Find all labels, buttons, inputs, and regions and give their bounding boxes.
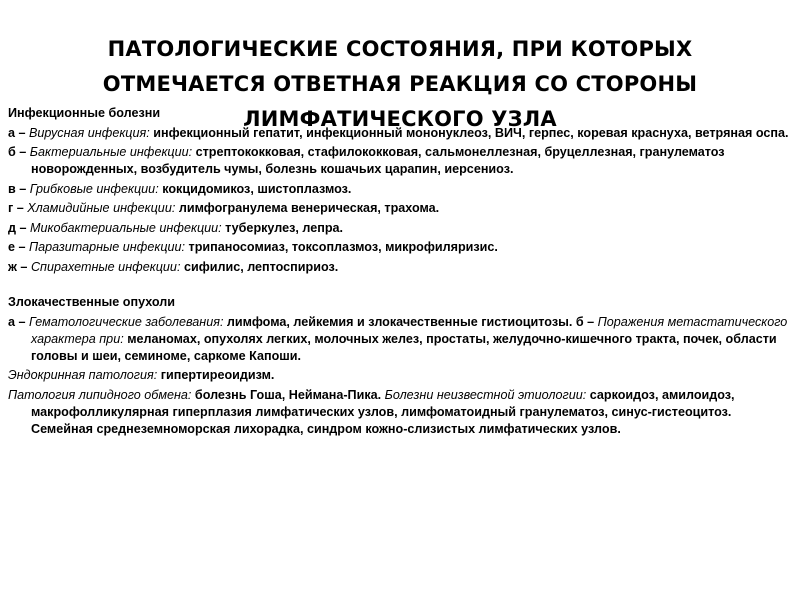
- item-prefix: д –: [8, 220, 30, 235]
- slide-title: [40, 32, 760, 137]
- item-label: Вирусная инфекция:: [29, 125, 150, 140]
- item-label: Гематологические заболевания:: [29, 314, 224, 329]
- item-text-secondary: меланомах, опухолях легких, молочных желез, простаты, желудочно-кишечного тракта, почек, области головы и шеи, семиноме, саркоме Капоши.: [31, 331, 777, 363]
- section-gap: [8, 278, 793, 294]
- item-text: туберкулез, лепра.: [221, 220, 344, 235]
- item-label: Микобактериальные инфекции:: [30, 220, 222, 235]
- item-label: Бактериальные инфекции:: [29, 145, 193, 159]
- title-line-1: ПАТОЛОГИЧЕСКИЕ СОСТОЯНИЯ, ПРИ КОТОРЫХ: [107, 37, 693, 61]
- item-text: лимфогранулема венерическая, трахома.: [175, 201, 440, 215]
- slide-body: [8, 105, 793, 440]
- item-label: Хламидийные инфекции:: [27, 201, 176, 215]
- list-item-fungal: [8, 181, 793, 198]
- item-text: инфекционный гепатит, инфекционный мононуклеоз, ВИЧ, герпес, коревая краснуха, ветряная оспа.: [149, 125, 789, 140]
- item-label: Паразитарные инфекции:: [29, 240, 186, 254]
- item-prefix: а –: [8, 125, 30, 140]
- list-item-spirochetal: [8, 259, 793, 276]
- item-text: болезнь Гоша, Неймана-Пика.: [191, 387, 385, 402]
- item-text: лимфома, лейкемия и злокачественные гистиоцитозы. б –: [223, 314, 598, 329]
- item-prefix: б –: [8, 145, 30, 159]
- item-label: Эндокринная патология:: [8, 368, 158, 382]
- list-item-parasitic: [8, 239, 793, 256]
- item-text: кокцидомикоз, шистоплазмоз.: [158, 181, 352, 196]
- title-line-3: ЛИМФАТИЧЕСКОГО УЗЛА: [243, 107, 557, 131]
- item-prefix: в –: [8, 181, 30, 196]
- section-infections-heading: Инфекционные болезни: [8, 106, 161, 120]
- item-label: Спирахетные инфекции:: [30, 259, 181, 274]
- item-prefix: г –: [8, 201, 28, 215]
- item-label: Патология липидного обмена:: [8, 387, 192, 402]
- list-item-chlamydial: [8, 200, 793, 217]
- item-label-secondary: Болезни неизвестной этиологии:: [384, 387, 587, 402]
- item-text: трипаносомиаз, токсоплазмоз, микрофиляризис.: [185, 240, 498, 254]
- list-item-lipid: [8, 387, 793, 438]
- section-tumors-heading: Злокачественные опухоли: [8, 295, 176, 309]
- item-label-secondary: Поражения метастатического характера при:: [31, 314, 788, 346]
- item-label: Грибковые инфекции:: [29, 181, 159, 196]
- list-item-mycobacterial: [8, 220, 793, 237]
- item-prefix: а –: [8, 314, 30, 329]
- title-line-2: ОТМЕЧАЕТСЯ ОТВЕТНАЯ РЕАКЦИЯ СО СТОРОНЫ: [102, 72, 698, 96]
- list-item-hematologic: [8, 314, 793, 365]
- item-text: гипертиреоидизм.: [157, 368, 275, 382]
- list-item-endocrine: [8, 367, 793, 384]
- item-text: сифилис, лептоспириоз.: [180, 259, 339, 274]
- item-prefix: ж –: [8, 259, 31, 274]
- item-text-secondary: саркоидоз, амилоидоз, макрофолликулярная гиперплазия лимфатических узлов, лимфоматоидный гранулематоз, синус-гистеоцитоз. Семейная среднеземноморская лихорадка, синдром кожно-слизистых лимфатических узлов.: [31, 387, 735, 436]
- item-text: стрептококковая, стафилококковая, сальмонеллезная, бруцеллезная, гранулематоз новорожденных, возбудитель чумы, болезнь кошачьих царапин, иерсениоз.: [31, 145, 725, 176]
- list-item-bacterial: [8, 144, 793, 178]
- item-prefix: е –: [8, 240, 30, 254]
